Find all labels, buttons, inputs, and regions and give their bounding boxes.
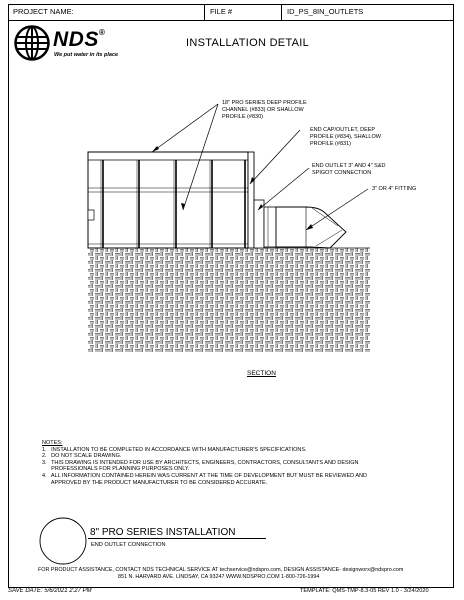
ground-hatch bbox=[88, 248, 370, 352]
note-item: 3. THIS DRAWING IS INTENDED FOR USE BY ARCHITECTS, ENGINEERS, CONTRACTORS, CONSULTANTS AND DESIGN bbox=[42, 459, 359, 466]
note-item: APPROVED BY THE PRODUCT MANUFACTURER TO BE CONSIDERED ACCURATE. bbox=[42, 479, 268, 486]
note-item: 1. INSTALLATION TO BE COMPLETED IN ACCORDANCE WITH MANUFACTURER'S SPECIFICATIONS. bbox=[42, 446, 307, 453]
save-date: SAVE DATE: 5/6/2021 2:27 PM bbox=[8, 588, 92, 594]
callout-end-cap-line-2: PROFILE (#834), SHALLOW bbox=[310, 133, 381, 140]
callout-end-outlet-line-1: END OUTLET 3" AND 4" S&D bbox=[312, 163, 386, 169]
notes-heading: NOTES: bbox=[42, 440, 63, 446]
section-label: SECTION bbox=[247, 370, 276, 377]
callout-channel bbox=[222, 100, 307, 120]
template-id: TEMPLATE: QMS-TMP-8.3-05 REV 1.0 - 3/24/2020 bbox=[300, 588, 429, 594]
callout-end-cap-line-1: END CAP/OUTLET, DEEP bbox=[310, 127, 376, 133]
project-name-label: PROJECT NAME: bbox=[13, 7, 74, 16]
callout-end-outlet-line-2: SPIGOT CONNECTION bbox=[312, 169, 372, 176]
file-number-label: FILE # bbox=[210, 7, 233, 16]
logo-brand: NDS bbox=[53, 28, 99, 51]
trench-channel bbox=[88, 152, 248, 248]
file-number-value: ID_PS_8IN_OUTLETS bbox=[287, 7, 364, 16]
footer-address: 851 N. HARVARD AVE. LINDSAY, CA 93247 WWW.NDSPRO.COM 1-800-726-1994 bbox=[118, 574, 320, 580]
callout-channel-line-1: 18" PRO SERIES DEEP PROFILE bbox=[222, 100, 307, 106]
callout-fitting: 3" OR 4" FITTING bbox=[372, 186, 417, 192]
note-item: 2. DO NOT SCALE DRAWING. bbox=[42, 453, 122, 460]
notes-block bbox=[42, 440, 442, 486]
footer-assistance: FOR PRODUCT ASSISTANCE, CONTACT NDS TECHNICAL SERVICE AT techservice@ndspro.com, DESIGN ASSISTANCE- designworx@ndspro.com bbox=[38, 567, 404, 573]
note-item: PROFESSIONALS FOR PLANNING PURPOSES ONLY. bbox=[42, 466, 190, 473]
detail-bubble-icon bbox=[38, 516, 88, 566]
callout-end-outlet bbox=[312, 163, 386, 177]
title-underline bbox=[88, 538, 266, 539]
logo-trademark: ® bbox=[98, 28, 106, 37]
callout-end-cap-line-3: PROFILE (#831) bbox=[310, 140, 351, 147]
outlet-fitting bbox=[264, 207, 346, 248]
logo-tagline: We put water in its place bbox=[54, 52, 119, 58]
callout-channel-line-3: PROFILE (#830) bbox=[222, 113, 263, 120]
drawing-title: INSTALLATION DETAIL bbox=[186, 37, 310, 49]
end-cap-outlet bbox=[248, 152, 264, 248]
note-item: 4. ALL INFORMATION CONTAINED HEREIN WAS CURRENT AT THE TIME OF DEVELOPMENT BUT MUST BE REVIEWED AND bbox=[42, 472, 367, 479]
callout-channel-line-2: CHANNEL (#833) OR SHALLOW bbox=[222, 106, 304, 113]
title-block-subtitle: END OUTLET CONNECTION bbox=[91, 542, 166, 548]
callout-end-cap bbox=[310, 127, 381, 147]
title-block-title: 8" PRO SERIES INSTALLATION bbox=[90, 527, 236, 538]
